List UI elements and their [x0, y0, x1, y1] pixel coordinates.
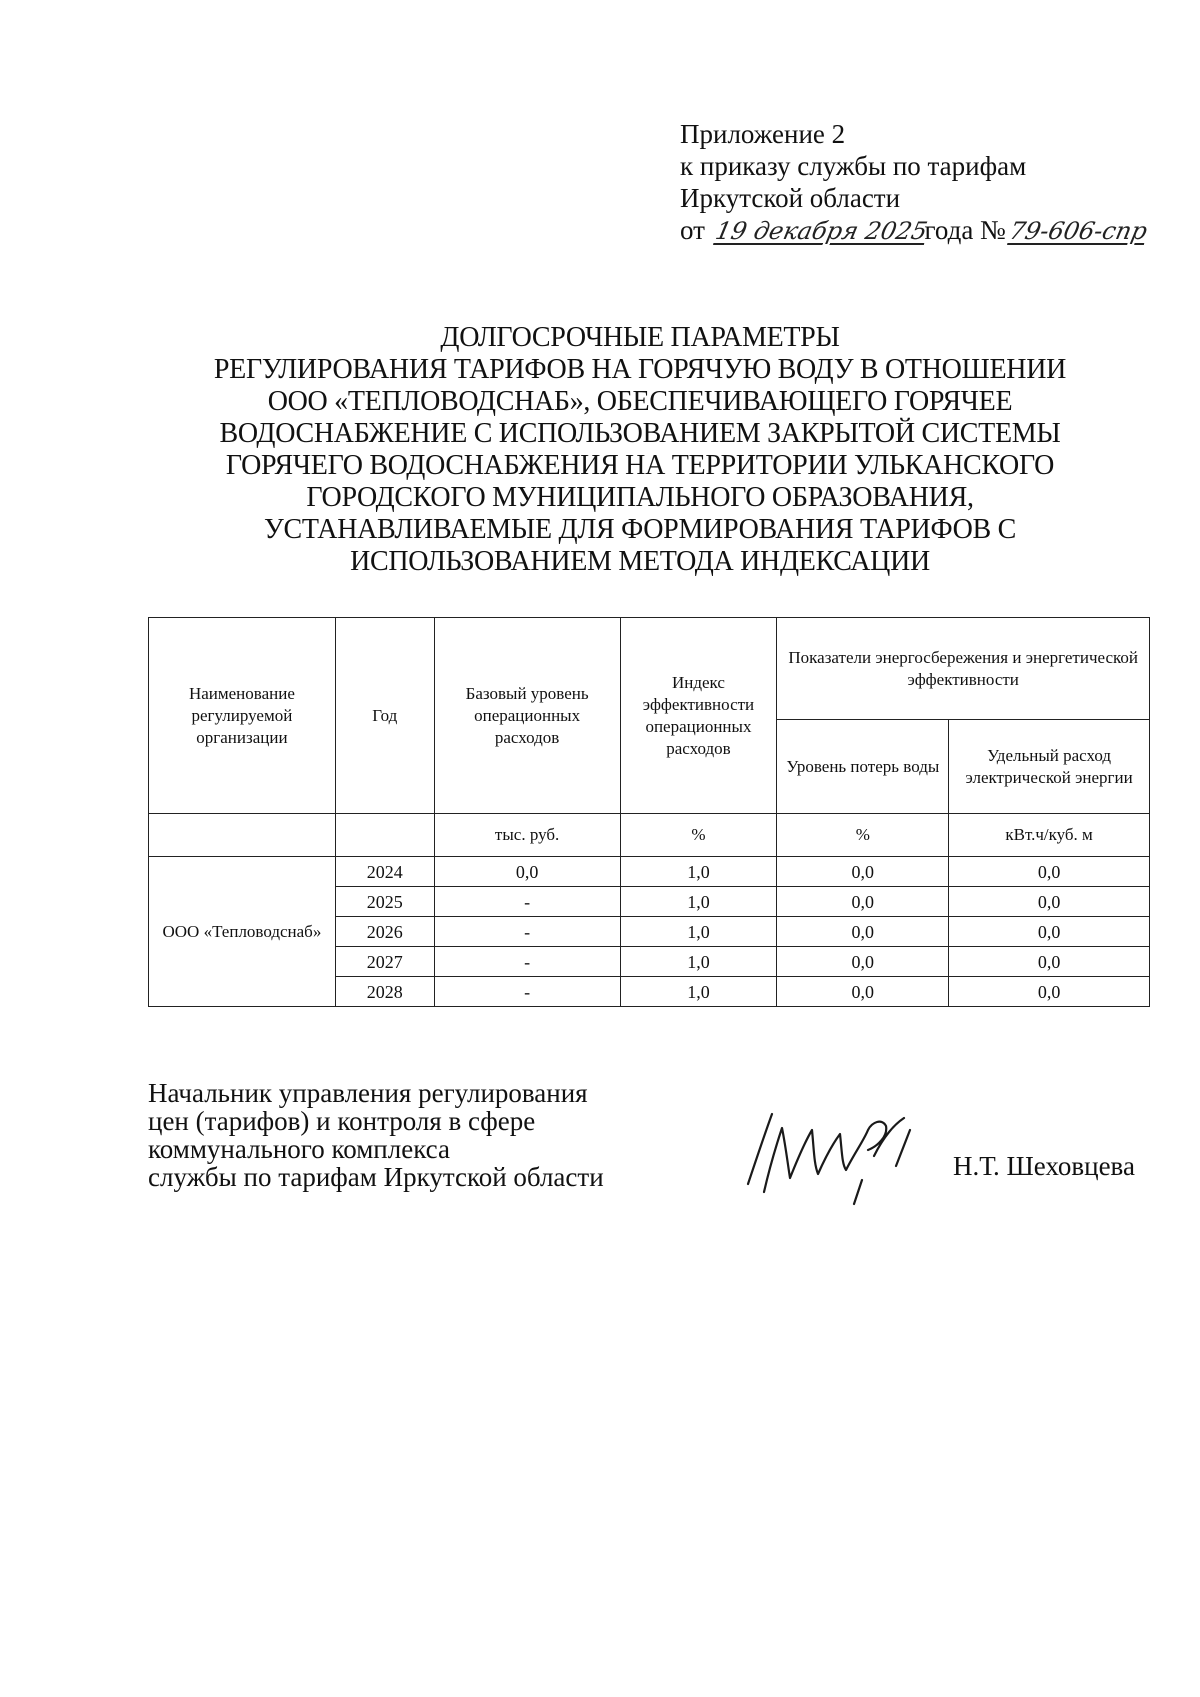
title-line: РЕГУЛИРОВАНИЯ ТАРИФОВ НА ГОРЯЧУЮ ВОДУ В ОТНОШЕНИИ [213, 354, 1067, 385]
signer-position-line: Начальник управления регулирования [148, 1078, 588, 1108]
header-efficiency-index: Индекс эффективности операционных расходов [620, 618, 777, 814]
cell-base-level: 0,0 [434, 857, 620, 887]
header-org: Наименование регулируемой организации [149, 618, 336, 814]
cell-water-loss: 0,0 [777, 977, 949, 1007]
cell-electricity: 0,0 [949, 887, 1150, 917]
cell-year: 2027 [335, 947, 434, 977]
cell-efficiency-index: 1,0 [620, 917, 777, 947]
header-energy-group: Показатели энергосбережения и энергетической эффективности [777, 618, 1150, 720]
organization-cell: ООО «Тепловодснаб» [149, 857, 336, 1007]
cell-base-level: - [434, 947, 620, 977]
cell-electricity: 0,0 [949, 917, 1150, 947]
signer-position-line: службы по тарифам Иркутской области [148, 1162, 604, 1192]
cell-efficiency-index: 1,0 [620, 887, 777, 917]
header-year: Год [335, 618, 434, 814]
annex-region: Иркутской области [680, 183, 901, 213]
cell-water-loss: 0,0 [777, 887, 949, 917]
parameters-table [148, 617, 1150, 1007]
handwritten-date: 19 декабря 2025 [712, 217, 930, 245]
title-line: УСТАНАВЛИВАЕМЫЕ ДЛЯ ФОРМИРОВАНИЯ ТАРИФОВ С [263, 514, 1017, 545]
annex-order-ref: к приказу службы по тарифам [680, 151, 1027, 181]
header-electricity: Удельный расход электрической энергии [949, 720, 1150, 814]
cell-year: 2025 [335, 887, 434, 917]
title-line: ИСПОЛЬЗОВАНИЕМ МЕТОДА ИНДЕКСАЦИИ [350, 546, 930, 577]
cell-electricity: 0,0 [949, 977, 1150, 1007]
units-empty-cell [335, 814, 434, 857]
header-base-level: Базовый уровень операционных расходов [434, 618, 620, 814]
cell-water-loss: 0,0 [777, 947, 949, 977]
document-title [200, 322, 1080, 578]
cell-base-level: - [434, 977, 620, 1007]
signer-position-line: цен (тарифов) и контроля в сфере [148, 1106, 536, 1136]
title-line: ДОЛГОСРОЧНЫЕ ПАРАМЕТРЫ [440, 322, 840, 353]
unit-water-loss: % [777, 814, 949, 857]
table-units-row [149, 814, 1150, 857]
cell-efficiency-index: 1,0 [620, 977, 777, 1007]
cell-water-loss: 0,0 [777, 917, 949, 947]
unit-base-level: тыс. руб. [434, 814, 620, 857]
cell-year: 2026 [335, 917, 434, 947]
annex-year-label: года № [924, 215, 1006, 245]
title-line: ГОРЯЧЕГО ВОДОСНАБЖЕНИЯ НА ТЕРРИТОРИИ УЛЬКАНСКОГО [225, 450, 1055, 481]
signer-name: Н.Т. Шеховцева [953, 1151, 1135, 1181]
cell-electricity: 0,0 [949, 947, 1150, 977]
cell-base-level: - [434, 887, 620, 917]
annex-block [680, 118, 1200, 247]
title-line: ГОРОДСКОГО МУНИЦИПАЛЬНОГО ОБРАЗОВАНИЯ, [306, 482, 974, 513]
handwritten-signature [742, 1100, 932, 1210]
title-line: ООО «ТЕПЛОВОДСНАБ», ОБЕСПЕЧИВАЮЩЕГО ГОРЯЧЕЕ [267, 386, 1013, 417]
cell-water-loss: 0,0 [777, 857, 949, 887]
annex-from-label: от [680, 215, 705, 245]
signer-position [148, 1079, 604, 1191]
cell-year: 2028 [335, 977, 434, 1007]
signer-position-line: коммунального комплекса [148, 1134, 450, 1164]
cell-efficiency-index: 1,0 [620, 947, 777, 977]
title-line: ВОДОСНАБЖЕНИЕ С ИСПОЛЬЗОВАНИЕМ ЗАКРЫТОЙ СИСТЕМЫ [219, 418, 1061, 449]
units-empty-cell [149, 814, 336, 857]
cell-year: 2024 [335, 857, 434, 887]
header-water-loss: Уровень потерь воды [777, 720, 949, 814]
table-row [149, 857, 1150, 887]
annex-title: Приложение 2 [680, 119, 846, 149]
annex-date-line [680, 214, 1200, 247]
cell-base-level: - [434, 917, 620, 947]
table-header-row [149, 618, 1150, 720]
cell-electricity: 0,0 [949, 857, 1150, 887]
unit-electricity: кВт.ч/куб. м [949, 814, 1150, 857]
cell-efficiency-index: 1,0 [620, 857, 777, 887]
handwritten-order-number: 79-606-спр [1006, 217, 1150, 245]
unit-efficiency-index: % [620, 814, 777, 857]
